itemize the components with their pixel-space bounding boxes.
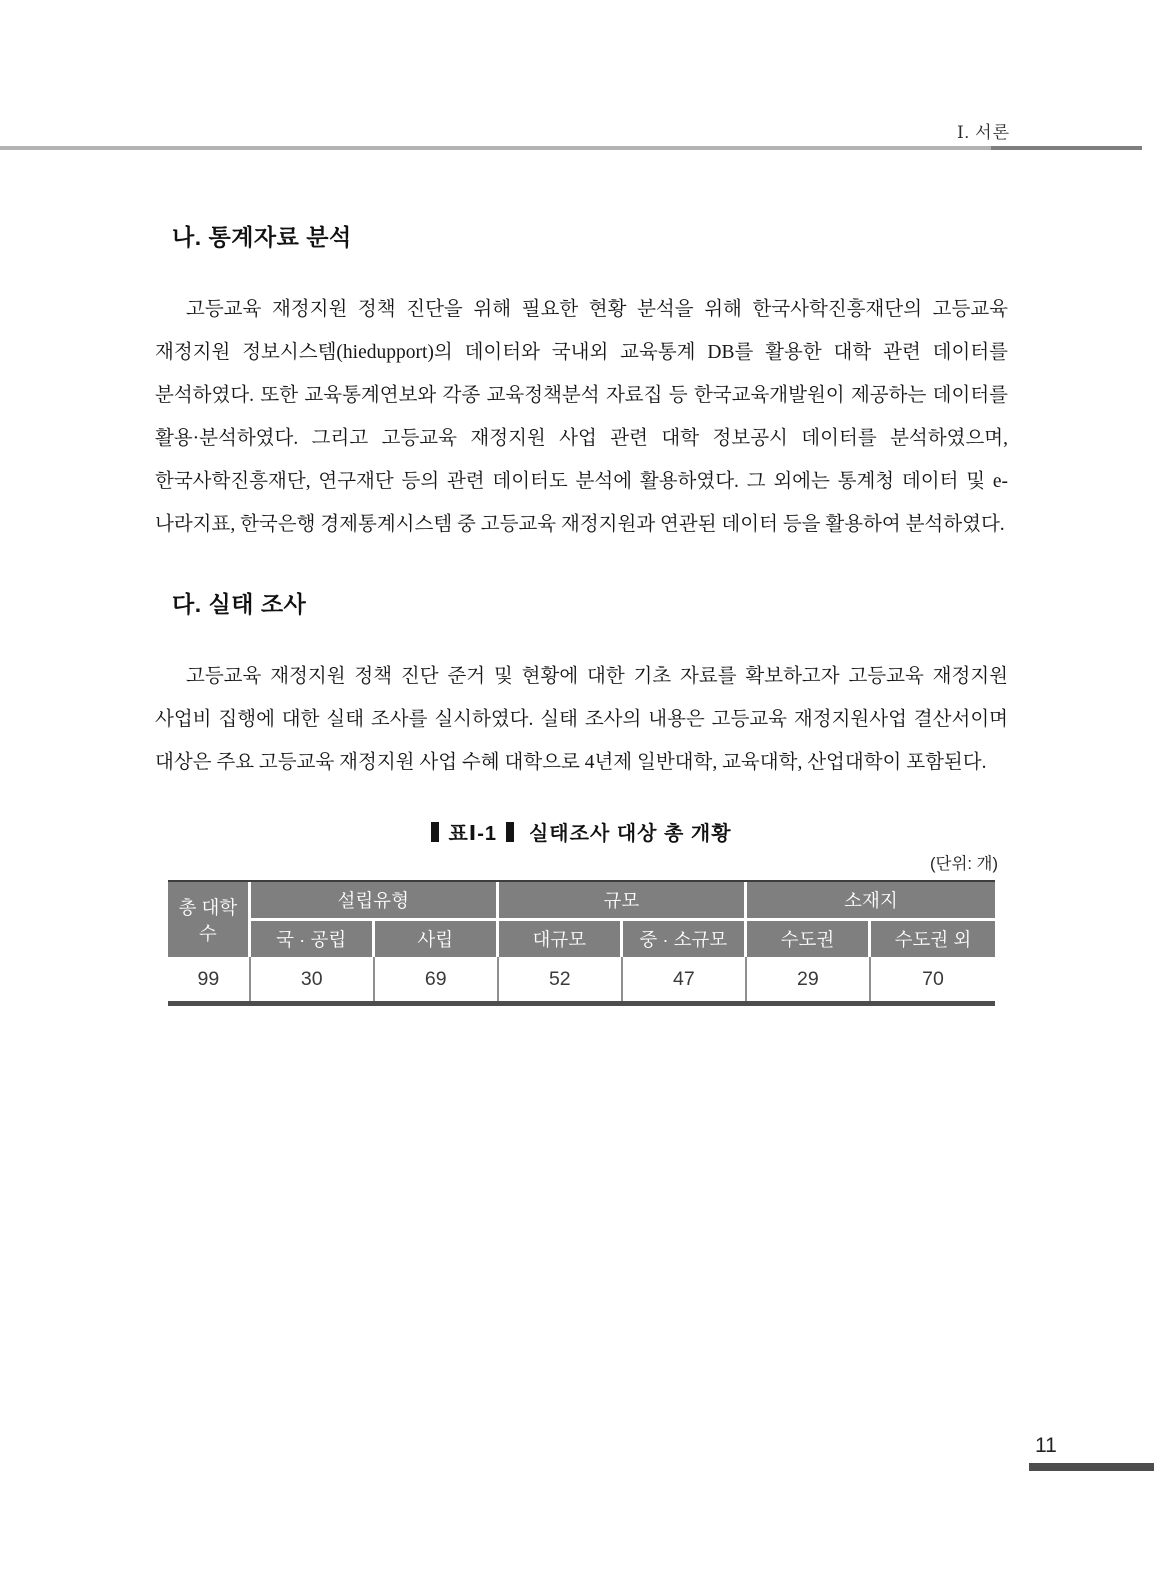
cell-large-scale: 52 [499,957,623,1001]
page-content [155,150,1008,1006]
th-group-establishment-type: 설립유형 [251,882,499,921]
cell-national-public: 30 [251,957,375,1001]
section-heading-statistics-analysis: 나. 통계자료 분석 [172,224,352,250]
th-capital-region: 수도권 [747,921,871,957]
survey-overview-table [168,880,995,1006]
table-unit-note: (단위: 개) [930,855,998,873]
table-group-header-row [168,882,995,921]
body-paragraph-field-survey: 고등교육 재정지원 정책 진단 준거 및 현황에 대한 기초 자료를 확보하고자 고등교육 재정지원 사업비 집행에 대한 실태 조사를 실시하였다. 실태 조사의 내용은 고등교육 재정지원사업 결산서이며 대상은 주요 고등교육 재정지원 사업 수혜 대학으로 4년제 일반대학, 교육대학, 산업대학이 포함된다. [155,666,1008,773]
table-caption-title: 실태조사 대상 총 개황 [528,823,732,845]
header-rule-dark-segment [991,146,1142,150]
table-wrapper [168,880,995,1006]
table-caption [155,817,1008,846]
cell-total-universities: 99 [168,957,251,1001]
th-group-scale: 규모 [499,882,747,921]
th-private: 사립 [375,921,499,957]
table-sub-header-row [168,921,995,957]
chapter-title: Ⅰ. 서론 [956,123,1010,142]
section-heading-field-survey: 다. 실태 조사 [172,591,307,617]
th-group-location: 소재지 [747,882,995,921]
th-large-scale: 대규모 [499,921,623,957]
cell-non-capital-region: 70 [871,957,995,1001]
th-total-universities: 총 대학수 [168,882,251,957]
table-data-row [168,957,995,1001]
body-paragraph-statistics-analysis: 고등교육 재정지원 정책 진단을 위해 필요한 현황 분석을 위해 한국사학진흥재단의 고등교육 재정지원 정보시스템(hiedupport)의 데이터와 국내외 교육통계 DB를 활용한 대학 관련 데이터를 분석하였다. 또한 교육통계연보와 각종 교육정책분석 자료집 등 한국교육개발원이 제공하는 데이터를 활용·분석하였다. 그리고 고등교육 재정지원 사업 관련 대학 정보공시 데이터를 분석하였으며, 한국사학진흥재단, 연구재단 등의 관련 데이터도 분석에 활용하였다. 그 외에는 통계청 데이터 및 e-나라지표, 한국은행 경제통계시스템 중 고등교육 재정지원과 연관된 데이터 등을 활용하여 분석하였다. [155,299,1008,535]
th-national-public: 국 · 공립 [251,921,375,957]
table-caption-label: 표Ⅰ-1 [448,823,497,845]
cell-private: 69 [375,957,499,1001]
caption-mark-left-icon [431,822,439,842]
caption-mark-right-icon [506,822,514,842]
footer-bar [1029,1463,1154,1471]
page-number: 11 [1035,1434,1057,1457]
cell-capital-region: 29 [747,957,871,1001]
th-mid-small-scale: 중 · 소규모 [623,921,747,957]
th-non-capital-region: 수도권 외 [871,921,995,957]
cell-mid-small-scale: 47 [623,957,747,1001]
